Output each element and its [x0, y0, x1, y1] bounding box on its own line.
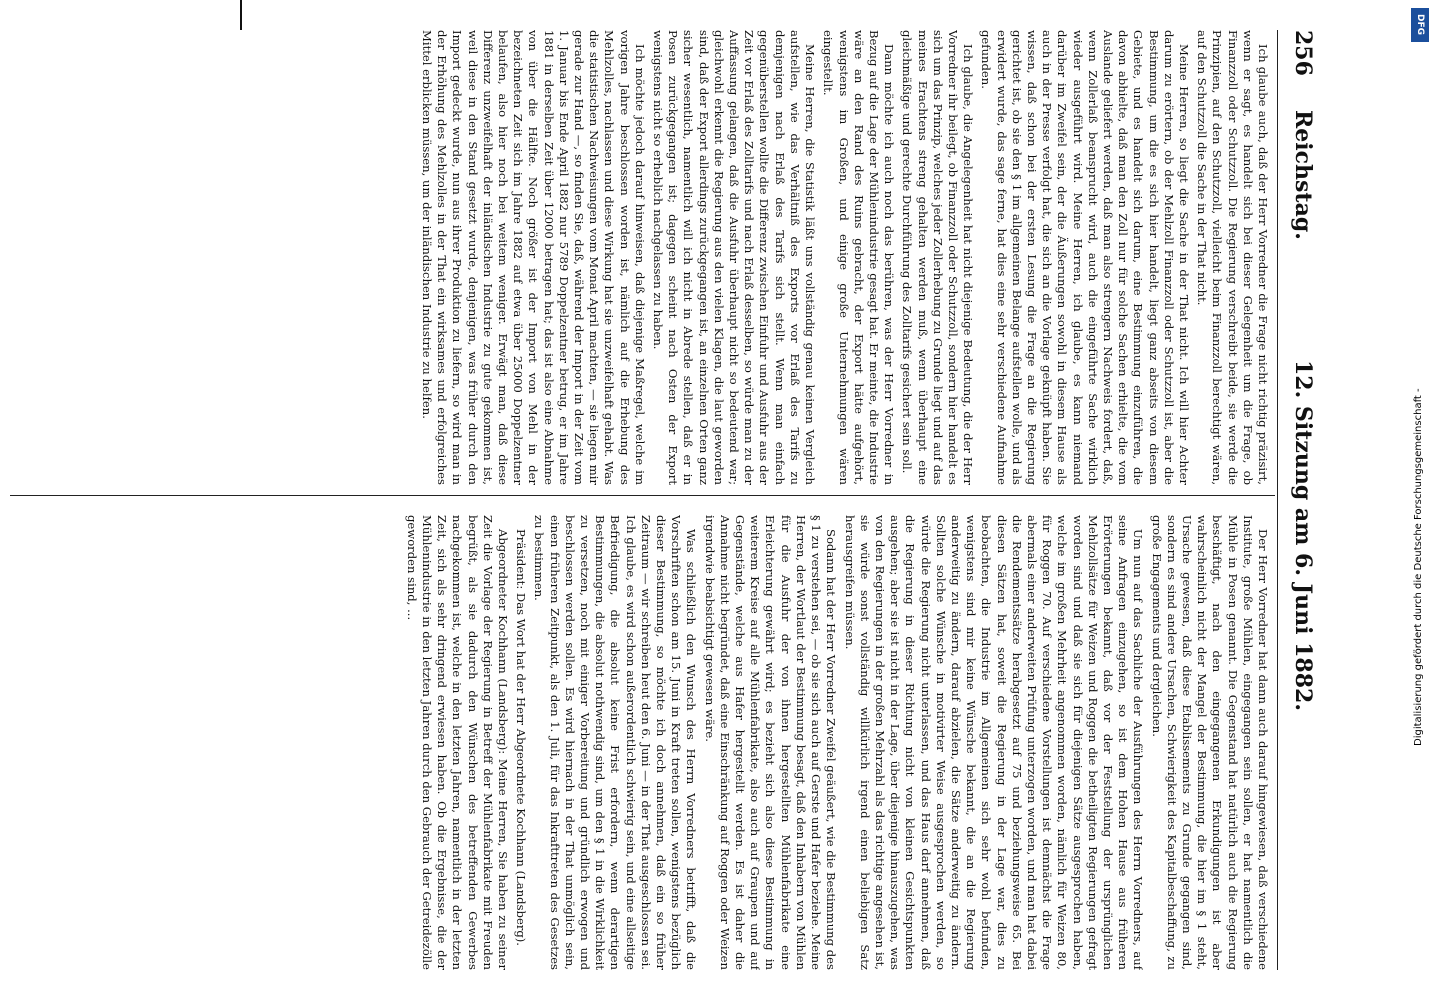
paragraph: Dann möchte ich auch noch das berühren, was der Herr Vorredner in Bezug auf die Lage der Mühlenindustrie gesagt hat. Er meinte, die Industrie wäre an den Rand des Ruins gebracht, der Export hätte aufgehört, wenigstens im Großen, und einige große Unternehmungen wären eingestellt. — [821, 30, 897, 485]
digitization-credit: Digitalisierung gefördert durch die Deutsche Forschungsgemeinschaft - — [1413, 388, 1424, 746]
header-title-left: Reichstag. — [1290, 110, 1316, 240]
column-divider — [10, 495, 1275, 496]
paragraph: Meine Herren, die Statistik läßt uns vollständig genau keinen Vergleich aufstellen, wie das Verhältniß des Exports vor Erlaß des Tarifs zu demjenigen nach Erlaß des Tarifs sich stellt. Wenn man einfach gegenüberstellen wollte die Differenz zwischen Einfuhr und Ausfuhr aus der Zeit vor Erlaß des Zolltarifs und nach Erlaß desselben, so würde man zu der Auffassung gelangen, daß die Ausfuhr überhaupt nicht so bedeutend war; gleichwohl erkennt die Regierung aus den vielen Klagen, die laut geworden sind, daß der Export allerdings zurückgegangen ist, an einzelnen Orten ganz sicher wesentlich, namentlich will ich nicht in Abrede stellen, daß er in Posen zurückgegangen ist; dagegen scheint nach Osten der Export wenigstens nicht so erheblich nachgelassen zu haben. — [651, 30, 818, 485]
page-number: 256 — [1290, 30, 1316, 76]
text-column-right — [20, 515, 1270, 970]
text-column-left — [20, 30, 1270, 485]
paragraph: Was schließlich den Wunsch des Herrn Vorredners betrifft, daß die Vorschriften schon am 15. Juni in Kraft treten sollen, wenigstens bezüglich dieser Bestimmung, so möchte ich doch annehmen, daß ein so früher Zeitraum — wir schreiben heut den 6. Juni — in der That ausgeschlossen sei. Ich glaube, es wird schon außerordentlich schwierig sein, und eine allseitige Befriedigung, die absolut keine Frist erfordern, wenn derartigen Bestimmungen, die absolut nothwendig sind, um den § 1 in die Wirklichkeit zu versetzen, noch mit einiger Vorbereitung und gründlich erwogen und beschlossen werden sollen. Es wird hiernach in der That unmöglich sein, einen früheren Zeitpunkt, als den 1. Juli, für das Inkrafttreten des Gesetzes zu bestimmen. — [532, 515, 699, 970]
header-title-center: 12. Sitzung am 6. Juni 1882. — [1290, 360, 1316, 711]
paragraph: Ich glaube auch, daß der Herr Vorredner die Frage nicht richtig präzisirt, wenn er sagt, es handelt sich bei dieser Gelegenheit um die Frage, ob Finanzzoll oder Schutzzoll. Die Regierung verschreibt beide, sie werde die Prinzipien, auf den Schutzzoll, vielleicht beim Finanzzoll berechtigt wären, auf den Schutzzoll die Sache in der That nicht. — [1195, 30, 1270, 485]
paragraph: Präsident: Das Wort hat der Herr Abgeordnete Kochhann (Landsberg). — [514, 529, 529, 946]
scan-artifact — [240, 0, 242, 30]
paragraph: Meine Herren, so liegt die Sache in der That nicht. Ich will hier Achter darum zu erörtern, ob der Mehlzoll Finanzzoll oder Schutzzoll ist, aber die Bestimmung, um die es sich hier handelt, liegt ganz abseits von diesem Gebiete, und es handelt sich darum, eine Bestimmung einzuführen, die davon abhielte, daß man den Zoll nur für solche Sachen erhielte, die vom Auslande geliefert werden, daß man also strengern Nachweis fordert, daß, wenn Zollerlaß beansprucht wird, auch die eingeführte Sache wirklich wieder ausgeführt wird. Meine Herren, ich glaube, es kann niemand darüber im Zweifel sein, der die Äußerungen sowohl in diesem Hause als auch in der Presse verfolgt hat, die sich an die Vorlage geknüpft haben. Sie wissen, daß schon bei der ersten Lesung die Frage an die Regierung gerichtet ist, ob sie den § 1 im allgemeinen Belange aufstellen wolle, und als erwidert wurde, das sage ferne, hat dies eine sehr verschiedene Aufnahme gefunden. — [979, 30, 1191, 485]
paragraph: Ich möchte jedoch darauf hinweisen, daß diejenige Maßregel, welche im vorigen Jahre beschlossen worden ist, nämlich auf die Erhebung des Mehlzolles, nachlassen und diese Wirkung hat sie unzweifelhaft gehabt. Was die statistischen Nachweisungen vom Monat April machten, — sie liegen mir gerade zur Hand —, so finden Sie, daß, während der Import in der Zeit vom 1. Januar bis Ende April 1882 nur 5789 Doppelzentner betrug, er im Jahre 1881 in derselben Zeit über 12000 betragen hat; das ist also eine Abnahme von über die Hälfte. Noch größer ist der Import von Mehl in der bezeichneten Zeit sich im Jahre 1882 auf etwa über 25000 Doppelzentner belaufen, also hier noch bei weitem weniger. Erwägt man, daß diese Differenz unzweifelhaft der inländischen Industrie zu gute gekommen ist, weil diese in den Stand gesetzt wurde, denjenigen, was früher durch den Import gedeckt wurde, nun aus ihrer Produktion zu liefern, so wird man in der Erhöhung des Mehlzolles in der That ein wirksames und erfolgreiches Mittel erblicken müssen, um der inländischen Industrie zu helfen. — [420, 30, 647, 485]
paragraph: Ich glaube, die Angelegenheit hat nicht diejenige Bedeutung, die der Herr Vorredner ihr beilegt, ob Finanzzoll oder Schutzzoll, sondern hier handelt es sich um das Prinzip, welches jeder Zollerhebung zu Grunde liegt und auf das meines Erachtens streng gehalten werden muß, wenn überhaupt eine gleichmäßige und gerechte Durchführung des Zolltarifs gesichert sein soll. — [900, 30, 976, 485]
dfg-logo-icon: DFG — [1411, 8, 1429, 42]
paragraph: Der Herr Vorredner hat dann auch darauf hingewiesen, daß verschiedene Institute, große Mühlen, eingegangen sein sollen, er hat namentlich die Mühle in Posen genannt. Die Gegenstand hat natürlich auch die Regierung beschäftigt, nach den eingegangenen Erkundigungen ist aber wahrscheinlich nicht der Mangel der Bestimmung, die hier im § 1 steht, Ursache gewesen, daß diese Etablissements zu Grunde gegangen sind, sondern es sind andere Ursachen, Schwierigkeit des Kapitalbeschaffung, zu große Engagements und dergleichen. — [1149, 515, 1270, 970]
paragraph: Um nun auf das Sachliche der Ausführungen des Herrn Vorredners, auf seine Anfragen einzugehen, so ist dem Hohen Hause aus früheren Erörterungen bekannt, daß vor der Feststellung der ursprünglichen Mehlzollsätze für Weizen und Roggen die betheiligten Regierungen gefragt worden sind und daß sie sich für diejenigen Sätze ausgesprochen haben, welche im großen Mehrheit angenommen worden, nämlich für Weizen 80, für Roggen 70. Auf verschiedene Vorstellungen ist demnächst die Frage abermals einer anderweiten Prüfung unterzogen worden, und man hat dabei die Rendementssätze herabgesetzt auf 75 und beziehungsweise 65. Bei diesen Sätzen hat, soweit die Regierung in der Lage war, dies zu beobachten, die Industrie im Allgemeinen sich sehr wohl befunden, wenigstens sind mir keine Wünsche bekannt, die an die Regierung anderweitig zu ändern, darauf abzielen, die Sätze anderweitig zu ändern. Sollten solche Wünsche in motivirter Weise ausgesprochen werden, so würde die Regierung nicht unterlassen, und das Haus darf annehmen, daß die Regierung in dieser Richtung nicht von kleinen Gesichtspunkten ausgehen; aber sie ist nicht in der Lage, über diejenige hinauszugehen, was von den Regierungen in der großen Mehrzahl als das richtige angesehen ist, sie würde sonst vollständig willkürlich irgend einen beliebigen Satz herausgreifen müssen. — [842, 515, 1146, 970]
page-header — [1276, 30, 1316, 970]
paragraph: Abgeordneter Kochhann (Landsberg): Meine Herren, Sie haben zu seiner Zeit die Vorlage der Regierung in Betreff der Mühlenfabrikate mit Freuden begrüßt, als sie dadurch den Wünschen des betreffenden Gewerbes nachgekommen ist, welche in den letzten Jahren, namentlich in der letzten Zeit, sich als sehr dringend erwiesen haben. Ob die Ergebnisse, die der Mühlenindustrie in den letzten Jahren durch den Gebrauch der Getreidezölle geworden sind, ... — [404, 515, 511, 970]
paragraph: Sodann hat der Herr Vorredner Zweifel geäußert, wie die Bestimmung des § 1 zu verstehen sei, — ob sie sich auch auf Gerste und Hafer beziehe. Meine Herren, der Wortlaut der Bestimmung besagt, daß den Inhabern von Mühlen für die Ausfuhr der von ihnen hergestellten Mühlenfabrikate eine Erleichterung gewährt wird; es bezieht sich also diese Bestimmung in weiterem Kreise auf alle Mühlenfabrikate, also auch auf Graupen und auf Gegenstände, welche aus Hafer hergestellt werden. Es ist daher die Annahme nicht begründet, daß eine Einschränkung auf Roggen oder Weizen irgendwie beabsichtigt gewesen wäre. — [702, 515, 839, 970]
header-rule — [1277, 30, 1278, 970]
